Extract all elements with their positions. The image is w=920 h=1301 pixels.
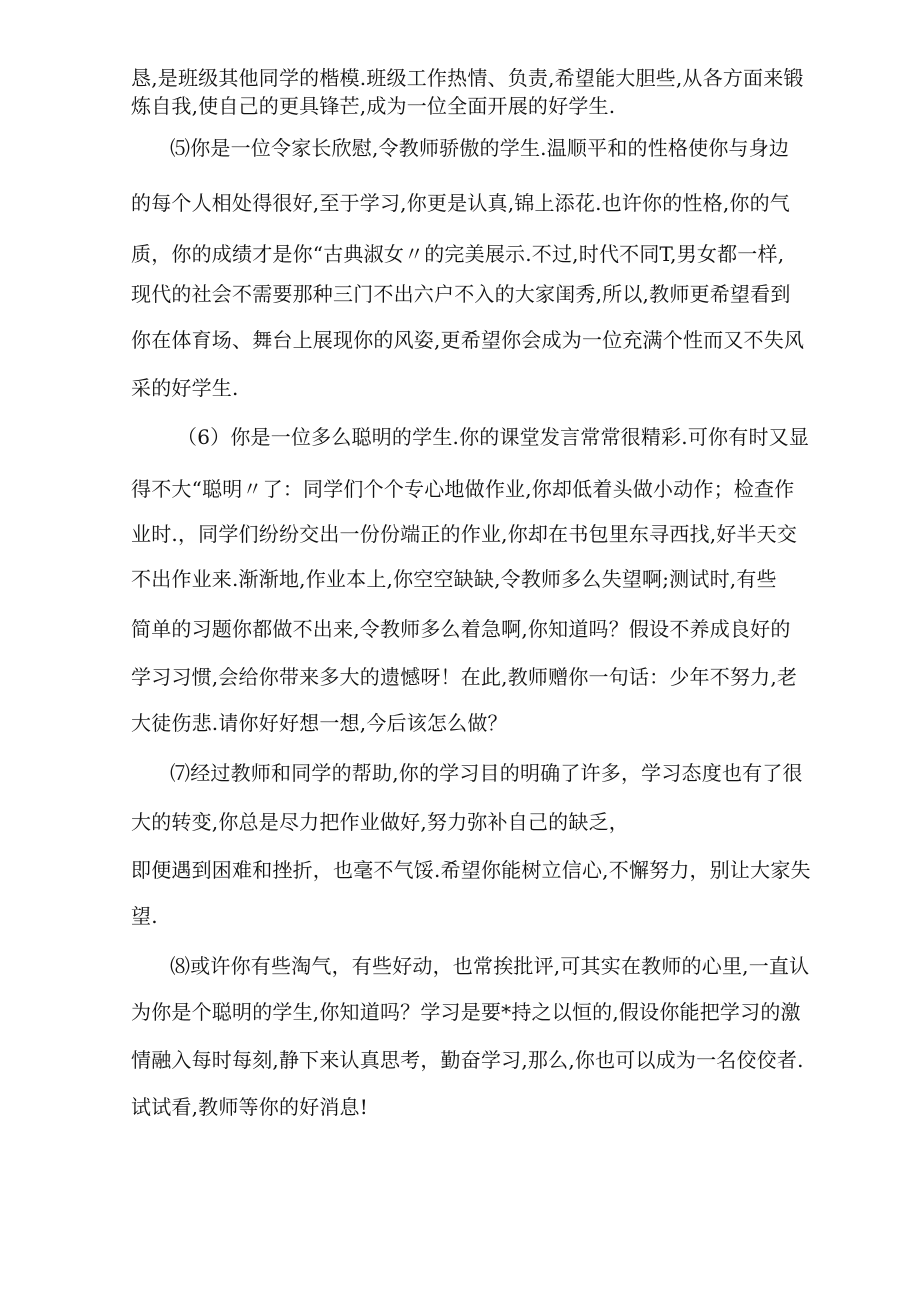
text-line: 为你是个聪明的学生,你知道吗？学习是要*持之以恒的,假设你能把学习的激 [131, 1000, 801, 1024]
text-line: 不出作业来.渐渐地,作业本上,你空空缺缺,令教师多么失望啊;测试时,有些 [131, 567, 777, 591]
text-line: 学习习惯,会给你带来多大的遗憾呀！在此,教师赠你一句话：少年不努力,老 [131, 665, 798, 689]
text-line: 即便遇到困难和挫折，也毫不气馁.希望你能树立信心,不懈努力，别让大家失 [131, 858, 811, 882]
text-line: 炼自我,使自己的更具锋芒,成为一位全面开展的好学生. [131, 94, 616, 118]
text-line: 你在体育场、舞台上展现你的风姿,更希望你会成为一位充满个性而又不失风 [131, 328, 805, 352]
text-line: 现代的社会不需要那种三门不出六户不入的大家闺秀,所以,教师更希望看到 [131, 282, 791, 306]
text-line: 情融入每时每刻,静下来认真思考，勤奋学习,那么,你也可以成为一名佼佼者. [131, 1048, 804, 1072]
text-line: 简单的习题你都做不出来,令教师多么着急啊,你知道吗？假设不养成良好的 [131, 617, 791, 641]
text-line: （6）你是一位多么聪明的学生.你的课堂发言常常很精彩.可你有时又显 [177, 425, 810, 449]
text-line: 质，你的成绩才是你“古典淑女〃的完美展示.不过,时代不同T,男女都一样, [131, 242, 785, 266]
text-line: ⑺经过教师和同学的帮助,你的学习目的明确了许多，学习态度也有了很 [170, 761, 803, 785]
text-line: ⑸你是一位令家长欣慰,令教师骄傲的学生.温顺平和的性格使你与身边 [170, 136, 790, 160]
text-line: 的每个人相处得很好,至于学习,你更是认真,锦上添花.也许你的性格,你的气 [131, 191, 790, 215]
text-line: 恳,是班级其他同学的楷模.班级工作热情、负责,希望能大胆些,从各方面来锻 [131, 66, 804, 90]
text-line: 大徒伤悲.请你好好想一想,今后该怎么做？ [131, 711, 508, 735]
text-line: 试试看,教师等你的好消息! [131, 1095, 368, 1119]
text-line: 望. [131, 904, 158, 928]
text-line: 大的转变,你总是尽力把作业做好,努力弥补自己的缺乏， [131, 810, 629, 834]
text-line: ⑻或许你有些淘气，有些好动，也常挨批评,可其实在教师的心里,一直认 [170, 954, 810, 978]
text-line: 业时.，同学们纷纷交出一份份端正的作业,你却在书包里东寻西找,好半天交 [131, 522, 798, 546]
text-line: 得不大“聪明〃了：同学们个个专心地做作业,你却低着头做小动作；检查作 [131, 477, 795, 501]
text-line: 采的好学生. [131, 376, 239, 400]
